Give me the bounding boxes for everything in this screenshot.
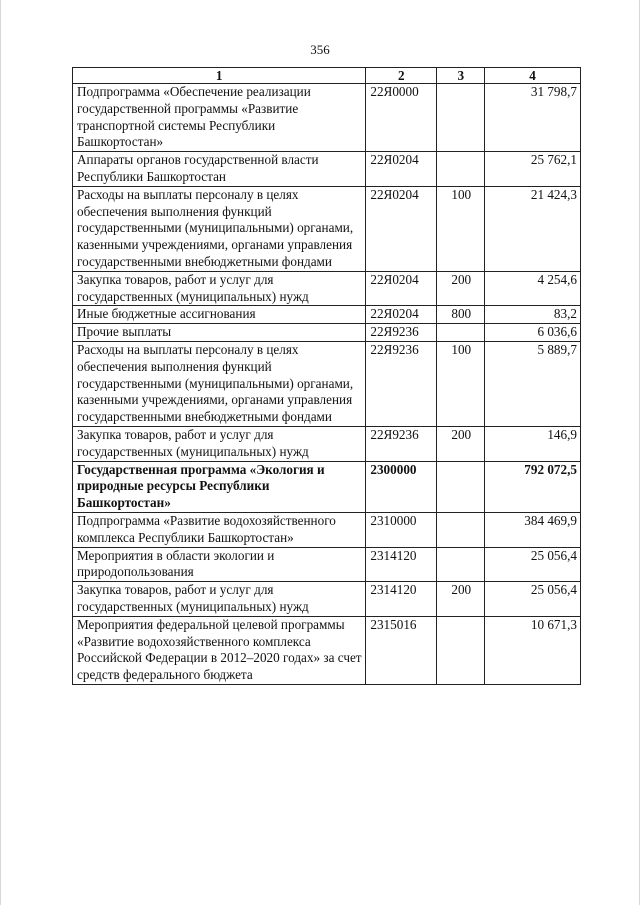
table-row bbox=[73, 582, 581, 617]
column-header-name: 1 bbox=[73, 68, 366, 84]
row-kvr bbox=[437, 616, 485, 684]
row-kvr: 200 bbox=[437, 582, 485, 617]
page-number: 356 bbox=[310, 42, 330, 57]
table-row bbox=[73, 271, 581, 306]
row-amount: 4 254,6 bbox=[485, 271, 581, 306]
row-amount: 792 072,5 bbox=[485, 461, 581, 512]
table-row bbox=[73, 547, 581, 582]
row-code: 2310000 bbox=[366, 512, 437, 547]
table-row bbox=[73, 616, 581, 684]
row-code: 2314120 bbox=[366, 582, 437, 617]
row-amount: 83,2 bbox=[485, 306, 581, 324]
row-amount: 21 424,3 bbox=[485, 186, 581, 271]
row-code: 2300000 bbox=[366, 461, 437, 512]
column-header-amount: 4 bbox=[485, 68, 581, 84]
row-name: Подпрограмма «Развитие водохозяйственного комплекса Республики Башкортостан» bbox=[73, 512, 366, 547]
column-header-code: 2 bbox=[366, 68, 437, 84]
row-code: 2314120 bbox=[366, 547, 437, 582]
row-name: Закупка товаров, работ и услуг для государственных (муниципальных) нужд bbox=[73, 271, 366, 306]
row-code: 22Я0204 bbox=[366, 152, 437, 187]
row-code: 22Я0204 bbox=[366, 186, 437, 271]
table-row bbox=[73, 324, 581, 342]
table-body bbox=[73, 84, 581, 685]
row-amount: 6 036,6 bbox=[485, 324, 581, 342]
row-code: 22Я9236 bbox=[366, 341, 437, 426]
row-name: Подпрограмма «Обеспечение реализации государственной программы «Развитие транспортной системы Республики Башкортостан» bbox=[73, 84, 366, 152]
row-amount: 25 056,4 bbox=[485, 547, 581, 582]
table-row bbox=[73, 152, 581, 187]
row-kvr: 200 bbox=[437, 426, 485, 461]
row-kvr: 100 bbox=[437, 341, 485, 426]
row-amount: 384 469,9 bbox=[485, 512, 581, 547]
table-row-program bbox=[73, 461, 581, 512]
row-name: Закупка товаров, работ и услуг для государственных (муниципальных) нужд bbox=[73, 426, 366, 461]
row-code: 22Я9236 bbox=[366, 426, 437, 461]
row-name: Государственная программа «Экология и природные ресурсы Республики Башкортостан» bbox=[73, 461, 366, 512]
row-amount: 25 762,1 bbox=[485, 152, 581, 187]
scan-left-edge bbox=[0, 0, 1, 905]
row-kvr bbox=[437, 461, 485, 512]
table-row bbox=[73, 341, 581, 426]
row-amount: 146,9 bbox=[485, 426, 581, 461]
table-row bbox=[73, 426, 581, 461]
header-row bbox=[73, 68, 581, 84]
row-name: Закупка товаров, работ и услуг для государственных (муниципальных) нужд bbox=[73, 582, 366, 617]
row-name: Аппараты органов государственной власти Республики Башкортостан bbox=[73, 152, 366, 187]
row-amount: 25 056,4 bbox=[485, 582, 581, 617]
row-kvr bbox=[437, 512, 485, 547]
row-kvr: 800 bbox=[437, 306, 485, 324]
table-header bbox=[73, 68, 581, 84]
row-code: 22Я9236 bbox=[366, 324, 437, 342]
budget-table bbox=[72, 67, 581, 685]
row-name: Мероприятия федеральной целевой программы «Развитие водохозяйственного комплекса Российской Федерации в 2012–2020 годах» за счет средств федерального бюджета bbox=[73, 616, 366, 684]
row-code: 22Я0000 bbox=[366, 84, 437, 152]
table-row bbox=[73, 512, 581, 547]
column-header-kvr: 3 bbox=[437, 68, 485, 84]
row-kvr: 200 bbox=[437, 271, 485, 306]
table-row bbox=[73, 306, 581, 324]
table-row bbox=[73, 84, 581, 152]
row-kvr bbox=[437, 547, 485, 582]
row-code: 2315016 bbox=[366, 616, 437, 684]
table-row bbox=[73, 186, 581, 271]
row-name: Мероприятия в области экологии и природопользования bbox=[73, 547, 366, 582]
row-kvr bbox=[437, 84, 485, 152]
row-kvr: 100 bbox=[437, 186, 485, 271]
row-amount: 31 798,7 bbox=[485, 84, 581, 152]
row-amount: 10 671,3 bbox=[485, 616, 581, 684]
row-code: 22Я0204 bbox=[366, 271, 437, 306]
row-code: 22Я0204 bbox=[366, 306, 437, 324]
row-name: Расходы на выплаты персоналу в целях обеспечения выполнения функций государственными (муниципальными) органами, казенными учреждениями, органами управления государственными внебюджетными фондами bbox=[73, 341, 366, 426]
row-kvr bbox=[437, 324, 485, 342]
row-name: Расходы на выплаты персоналу в целях обеспечения выполнения функций государственными (муниципальными) органами, казенными учреждениями, органами управления государственными внебюджетными фондами bbox=[73, 186, 366, 271]
row-amount: 5 889,7 bbox=[485, 341, 581, 426]
row-kvr bbox=[437, 152, 485, 187]
row-name: Прочие выплаты bbox=[73, 324, 366, 342]
row-name: Иные бюджетные ассигнования bbox=[73, 306, 366, 324]
